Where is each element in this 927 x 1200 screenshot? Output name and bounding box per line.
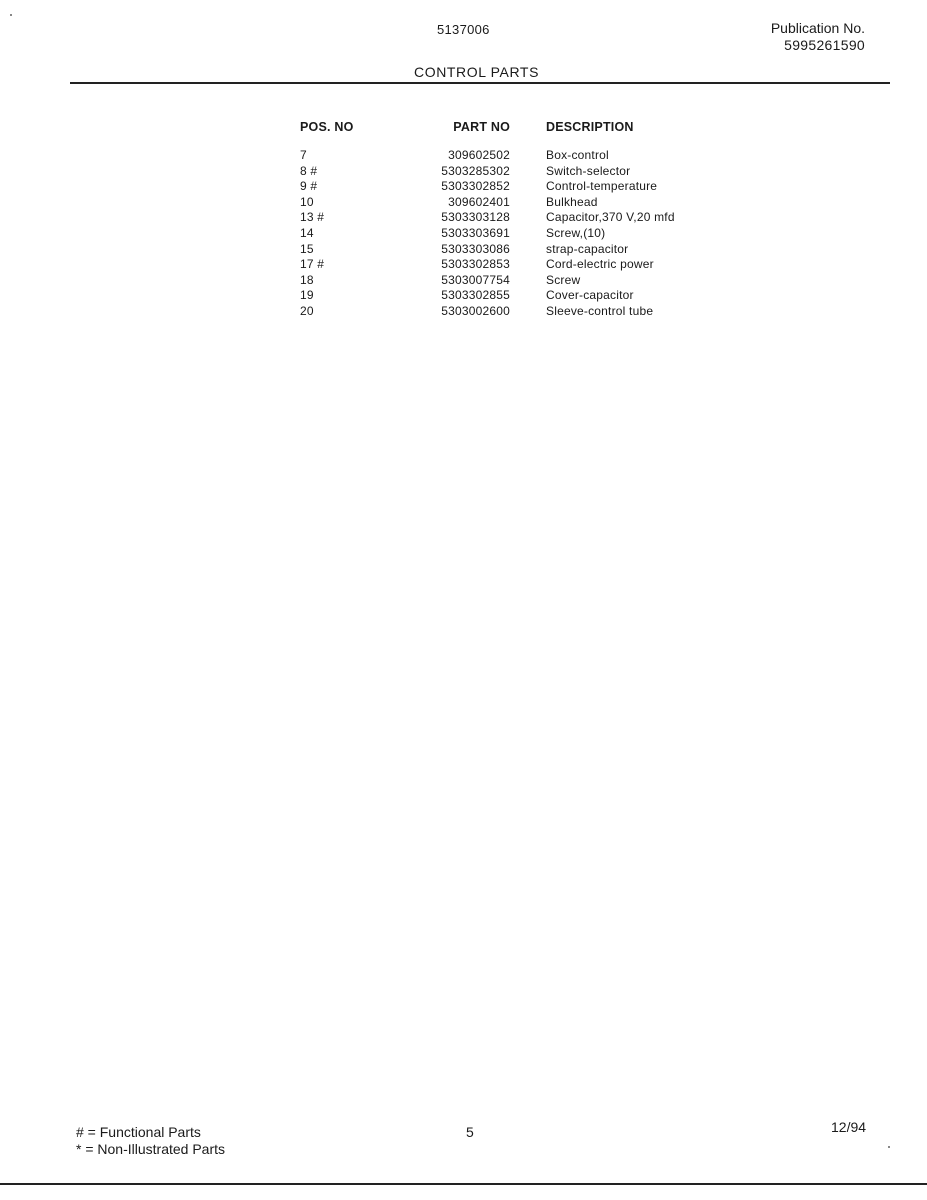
model-number: 5137006 [437,22,490,37]
table-row [300,179,746,195]
scan-speck [10,14,12,16]
table-row [300,226,746,242]
description-cell: Screw,(10) [546,225,606,240]
publication-number: 5995261590 [784,37,865,53]
part-number-cell: 5303302853 [441,257,510,272]
date-code: 12/94 [831,1119,867,1135]
description-cell: Screw [546,272,581,287]
table-row [300,304,746,320]
table-header-row [300,120,746,148]
table-row [300,210,746,226]
table-row [300,164,746,180]
part-number-cell: 309602401 [448,194,510,209]
pos-cell: 9 # [300,179,318,194]
description-cell: Box-control [546,148,609,162]
description-cell: Sleeve-control tube [546,303,654,318]
legend-functional: # = Functional Parts [76,1124,201,1140]
table-row [300,273,746,289]
pos-cell: 10 [300,194,314,209]
description-cell: Control-temperature [546,179,658,194]
part-number-cell: 5303285302 [441,163,510,178]
pos-cell: 17 # [300,257,325,272]
table-row [300,148,746,164]
pos-cell: 20 [300,303,314,318]
section-title: CONTROL PARTS [414,64,540,80]
page-number: 5 [466,1124,474,1140]
column-header-part: PART NO [453,120,510,134]
part-number-cell: 5303002600 [441,303,510,318]
table-row [300,242,746,258]
legend-non-illustrated: * = Non-Illustrated Parts [76,1141,226,1157]
part-number-cell: 5303302855 [441,288,510,303]
description-cell: Cover-capacitor [546,288,634,303]
publication-label: Publication No. [770,20,865,36]
pos-cell: 15 [300,241,314,256]
description-cell: Switch-selector [546,163,631,178]
description-cell: Capacitor,370 V,20 mfd [546,210,675,225]
table-row [300,288,746,304]
description-cell: Bulkhead [546,194,598,209]
scan-speck [888,1146,890,1148]
description-cell: strap-capacitor [546,241,629,256]
pos-cell: 18 [300,272,314,287]
pos-cell: 7 [300,148,307,162]
pos-cell: 19 [300,288,314,303]
part-number-cell: 5303303128 [441,210,510,225]
pos-cell: 8 # [300,163,318,178]
part-number-cell: 5303303086 [441,241,510,256]
part-number-cell: 309602502 [448,148,510,162]
column-header-pos: POS. NO [300,120,354,134]
part-number-cell: 5303303691 [441,225,510,240]
footer-divider [0,1183,927,1185]
header-divider [70,82,890,84]
table-row [300,257,746,273]
parts-table-body [300,148,746,320]
part-number-cell: 5303007754 [441,272,510,287]
part-number-cell: 5303302852 [441,179,510,194]
column-header-description: DESCRIPTION [546,120,634,134]
parts-table [300,120,746,320]
description-cell: Cord-electric power [546,257,654,272]
table-row [300,195,746,211]
pos-cell: 13 # [300,210,325,225]
pos-cell: 14 [300,225,314,240]
